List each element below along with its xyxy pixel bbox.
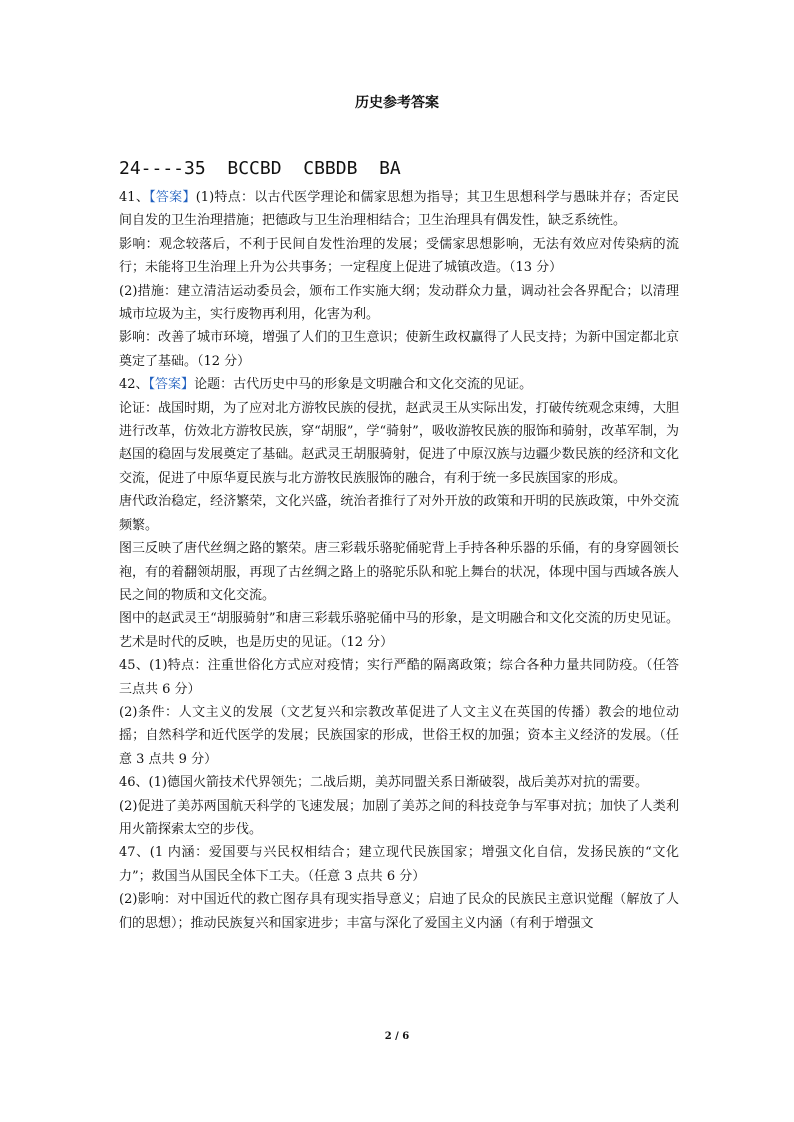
q47-part1: 47、(1 内涵：爱国要与兴民权相结合；建立现代民族国家；增强文化自信，发扬民族的“文化力”；救国当从国民全体下工夫。（任意 3 点共 6 分） <box>119 845 679 884</box>
answer-tag: 【答案】 <box>148 377 195 393</box>
q46-part1: 46、(1)德国火箭技术代界领先；二战后期，美苏同盟关系日渐破裂，战后美苏对抗的需要。 <box>119 775 648 791</box>
q42-thesis <box>119 373 679 396</box>
q42-para3: 图三反映了唐代丝绸之路的繁荣。唐三彩载乐骆驼俑驼背上手持各种乐器的乐俑，有的身穿圆领长袍，有的着翻领胡服，再现了古丝绸之路上的骆驼乐队和驼上舞台的状况，体现中国与西域各族人民之间的物质和文化交流。 <box>119 541 679 603</box>
q42-para2: 唐代政治稳定，经济繁荣，文化兴盛，统治者推行了对外开放的政策和开明的民族政策，中外交流频繁。 <box>119 494 679 533</box>
answer-tag: 【答案】 <box>149 190 196 205</box>
q45-part1: 45、(1)特点：注重世俗化方式应对疫情；实行严酷的隔离政策；综合各种力量共同防疫。（任答三点共 6 分） <box>119 658 679 697</box>
page-number: 2 / 6 <box>384 1031 410 1042</box>
q41-part2: (2)措施：建立清洁运动委员会，颁布工作实施大纲；发动群众力量，调动社会各界配合；以清理城市垃圾为主，实行废物再利用，化害为利。 <box>119 283 679 323</box>
q41-part1-text: (1)特点：以古代医学理论和儒家思想为指导；其卫生思想科学与愚昧并存；否定民间自发的卫生治理措施；把德政与卫生治理相结合；卫生治理具有偶发性，缺乏系统性。 <box>119 190 679 229</box>
q46-part2: (2)促进了美苏两国航天科学的飞速发展；加剧了美苏之间的科技竞争与军事对抗；加快了人类利用火箭探索太空的步伐。 <box>119 798 679 837</box>
page-title: 历史参考答案 <box>355 95 439 111</box>
q47-part2: (2)影响：对中国近代的救亡图存具有现实指导意义；启迪了民众的民族民主意识觉醒（解放了人们的思想）；推动民族复兴和国家进步；丰富与深化了爱国主义内涵（有利于增强文 <box>119 892 679 931</box>
multiple-choice-answers: 24----35 BCCBD CBBDB BA <box>119 158 401 179</box>
q42-para4: 图中的赵武灵王“胡服骑射”和唐三彩载乐骆驼俑中马的形象，是文明融合和文化交流的历史见证。艺术是时代的反映，也是历史的见证。（12 分） <box>119 611 679 650</box>
q41-number: 41、 <box>119 190 150 205</box>
q45-part2: (2)条件：人文主义的发展（文艺复兴和宗教改革促进了人文主义在英国的传播）教会的地位动摇；自然科学和近代医学的发展；民族国家的形成，世俗王权的加强；资本主义经济的发展。（任意 3 点共 9 分） <box>119 704 679 767</box>
q42-number: 42、 <box>119 377 149 393</box>
q42-para1: 论证：战国时期，为了应对北方游牧民族的侵扰，赵武灵王从实际出发，打破传统观念束缚，大胆进行改革，仿效北方游牧民族，穿“胡服”，学“骑射”，吸收游牧民族的服饰和骑射，改革军制，为赵国的稳固与发展奠定了基础。赵武灵王胡服骑射，促进了中原汉族与边疆少数民族的经济和文化交流，促进了中原华夏民族与北方游牧民族服饰的融合，有利于统一多民族国家的形成。 <box>119 400 679 486</box>
q41-part1 <box>119 186 679 233</box>
q41-part2-influence: 影响：改善了城市环境，增强了人们的卫生意识；使新生政权赢得了人民支持；为新中国定都北京奠定了基础。（12 分） <box>119 330 679 369</box>
answer-body <box>119 186 679 935</box>
q41-part1-influence: 影响：观念较落后，不利于民间自发性治理的发展；受儒家思想影响，无法有效应对传染病的流行；未能将卫生治理上升为公共事务；一定程度上促进了城镇改造。（13 分） <box>119 236 679 276</box>
q42-thesis-text: 论题：古代历史中马的形象是文明融合和文化交流的见证。 <box>194 377 533 393</box>
